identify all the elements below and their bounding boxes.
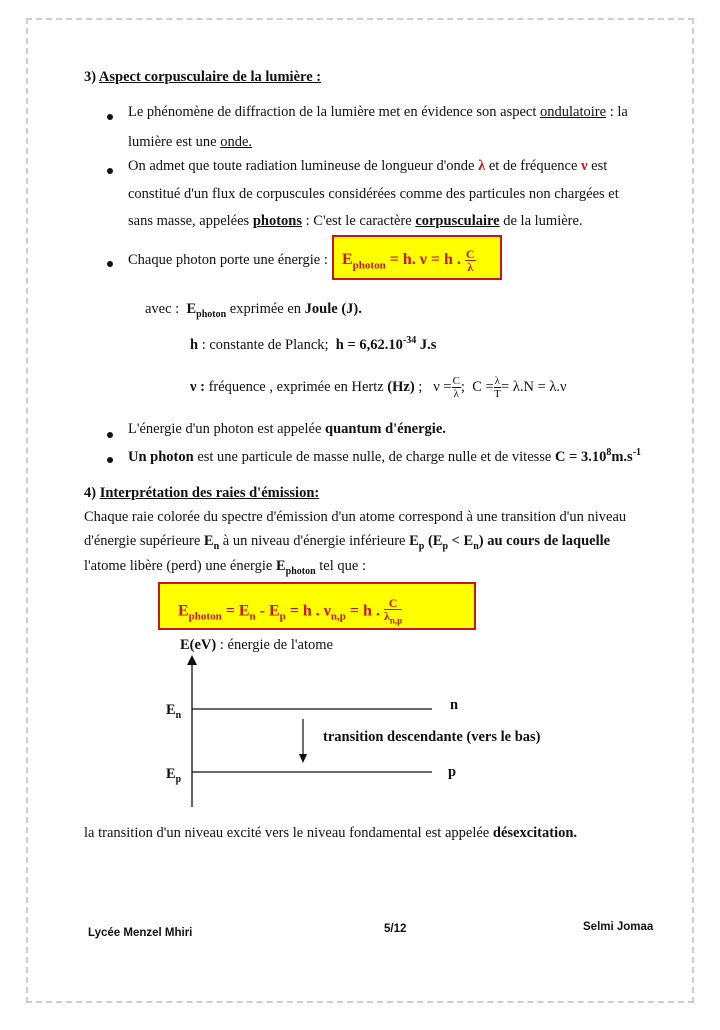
- footer-author: Selmi Jomaa: [583, 921, 654, 933]
- level-p-name: p: [448, 764, 457, 780]
- bullet-5-text: Un photon est une particule de masse nulle, de charge nulle et de vitesse $C = 3.10^8m.s^{-1}$: [128, 447, 642, 465]
- bullet-icon: [107, 457, 113, 463]
- avec-line-planck: h : constante de Planck; $h = 6,62.10^{-34}$ J.s: [190, 335, 437, 353]
- bullet-icon: [107, 261, 113, 267]
- bullet-icon: [107, 114, 113, 120]
- diagram-axis-label: E(eV) : énergie de l'atome: [180, 637, 333, 653]
- avec-line-energy: avec : $E_{photon}$ exprimée en Joule (J).: [145, 301, 362, 320]
- bullet-icon: [107, 168, 113, 174]
- section-4-line-2: d'énergie supérieure $E_n$ à un niveau d'énergie inférieure $E_p$ $(E_p < E_n)$ au cours de laquelle: [84, 533, 611, 552]
- level-Ep-label: $E_p$: [166, 766, 182, 785]
- bullet-3-text: Chaque photon porte une énergie :: [128, 252, 328, 268]
- footer-page-number: 5/12: [384, 923, 407, 935]
- section-4-line-1: Chaque raie colorée du spectre d'émission d'un atome correspond à une transition d'un niveau: [84, 509, 627, 525]
- level-n-name: n: [450, 697, 459, 713]
- bullet-4-text: L'énergie d'un photon est appelée quantum d'énergie.: [128, 421, 446, 437]
- axis-arrow-icon: [187, 655, 197, 665]
- transition-label: transition descendante (vers le bas): [323, 729, 541, 745]
- bullet-2-line-3: sans masse, appelées photons : C'est le caractère corpusculaire de la lumière.: [128, 213, 583, 229]
- avec-line-frequency: ν : fréquence , exprimée en Hertz (Hz) ; ν = $\frac{C}{\lambda}$ ; C = $\frac{\lambda}{T}$ = λ.N = λ.ν: [190, 375, 567, 400]
- section-4-heading: 4) Interprétation des raies d'émission:: [84, 485, 320, 501]
- transition-energy-formula: $E_{photon} = E_n - E_p = h$ . $\nu_{n,p} = h$ . $\frac{C}{\lambda_{n,p}}$: [178, 596, 403, 626]
- section-title: Aspect corpusculaire de la lumière :: [98, 69, 322, 85]
- bullet-1-line-1: Le phénomène de diffraction de la lumière met en évidence son aspect ondulatoire : la: [128, 104, 628, 120]
- transition-energy-formula-box: [158, 582, 476, 630]
- photon-energy-formula: $E_{photon} = h$. ν = h . $\frac{C}{\lambda}$: [342, 247, 475, 274]
- bullet-1-line-2: lumière est une onde.: [128, 134, 253, 150]
- bullet-icon: [107, 432, 113, 438]
- footer-school: Lycée Menzel Mhiri: [88, 927, 193, 939]
- bullet-2-line-2: constitué d'un flux de corpuscules considérées comme des particules non chargées et: [128, 186, 619, 202]
- conclusion-text: la transition d'un niveau excité vers le niveau fondamental est appelée désexcitation.: [84, 825, 578, 841]
- photon-energy-formula-box: [332, 235, 502, 280]
- level-En-label: $E_n$: [166, 702, 182, 721]
- transition-arrow-icon: [299, 754, 307, 763]
- section-4-line-3: l'atome libère (perd) une énergie $E_{photon}$ tel que :: [84, 558, 366, 577]
- section-3-heading: [84, 69, 321, 86]
- section-number: 3): [84, 69, 97, 85]
- bullet-2-line-1: On admet que toute radiation lumineuse de longueur d'onde λ et de fréquence ν est: [128, 158, 608, 174]
